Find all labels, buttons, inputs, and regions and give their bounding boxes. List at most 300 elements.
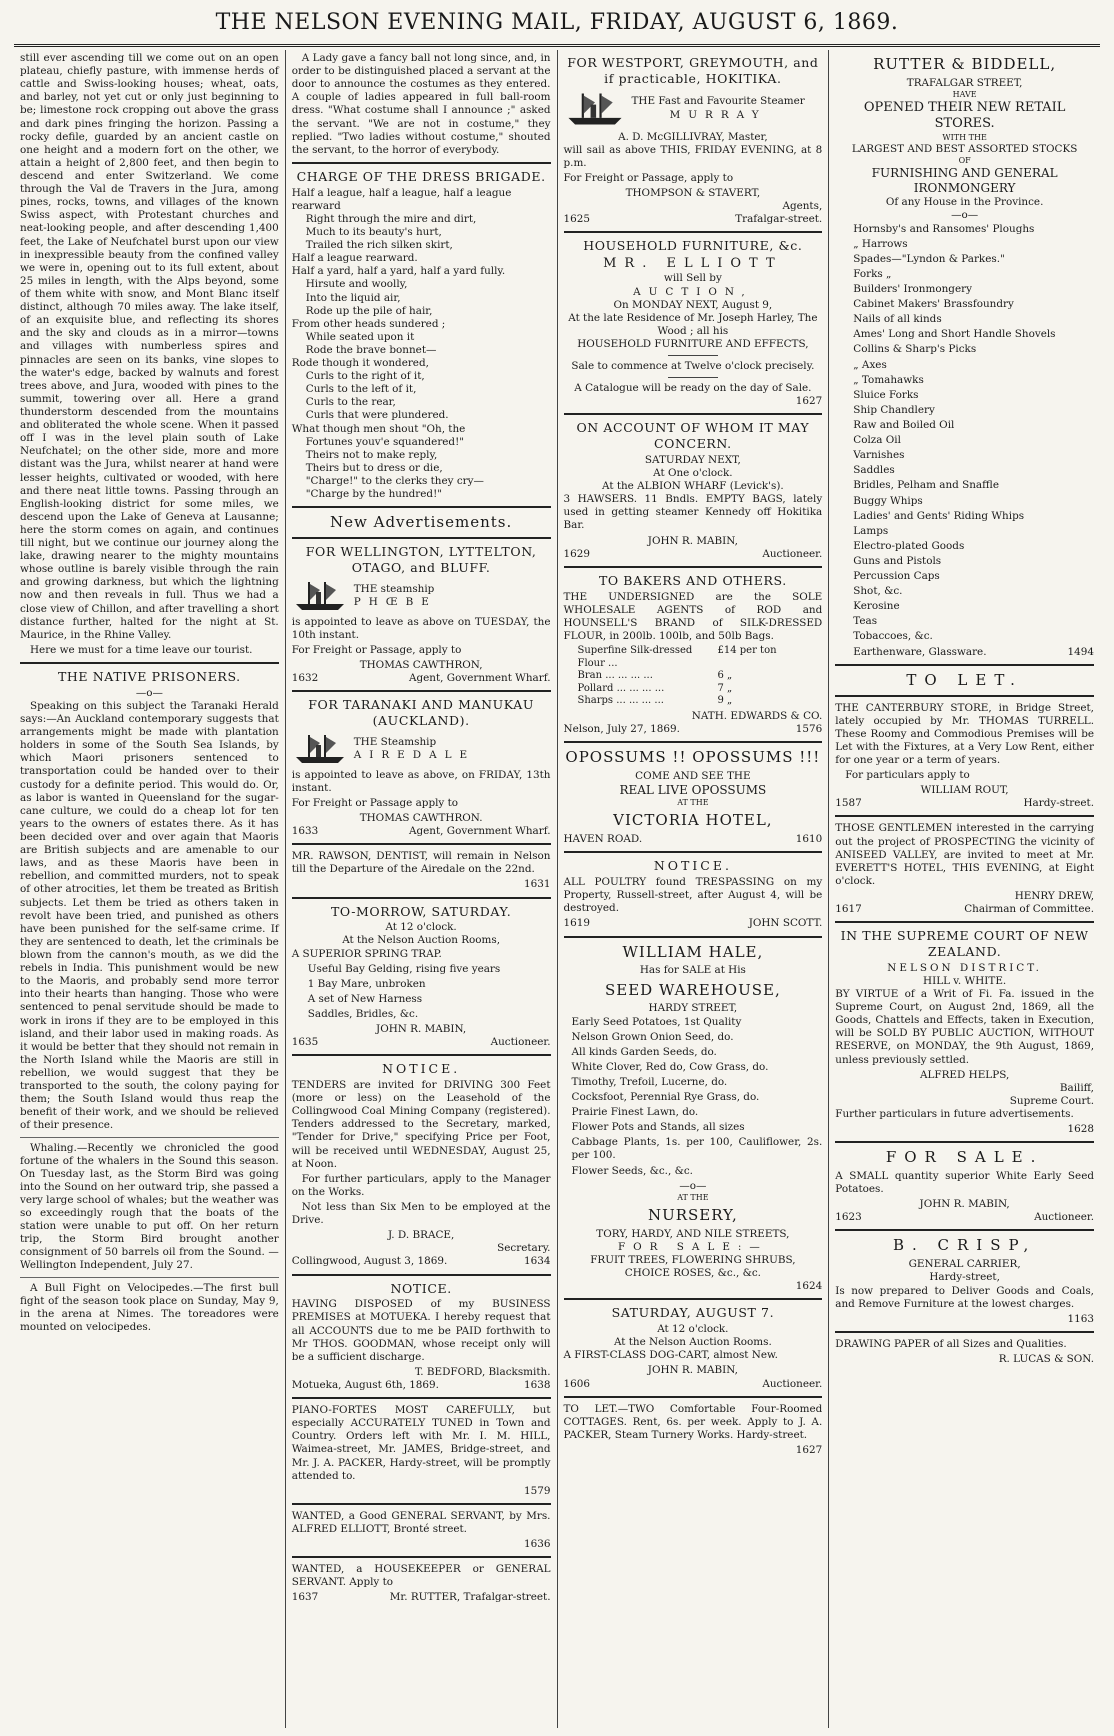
hale-streets: TORY, HARDY, AND NILE STREETS, <box>596 1227 790 1240</box>
divider <box>835 1141 1094 1143</box>
seed-item: Cabbage Plants, 1s. per 100, Cauliflower, 2s. per 100. <box>571 1136 823 1162</box>
divider <box>835 921 1094 923</box>
auctioneer-role: Auctioneer. <box>762 1377 823 1390</box>
ironmongery-item: Nails of all kinds <box>853 313 942 326</box>
divider <box>835 695 1094 697</box>
divider <box>292 537 551 539</box>
prisoners-mark: —o— <box>135 686 163 699</box>
ironmongery-item: Ship Chandlery <box>853 403 935 416</box>
taranaki-detail: is appointed to leave as above, on FRIDAY, 13th instant. <box>291 768 551 794</box>
agent-place: Agent, Government Wharf. <box>409 825 551 838</box>
ad-number: 1629 <box>563 547 590 560</box>
tender-notice-role: Secretary. <box>497 1242 551 1255</box>
seed-item: Flower Seeds, &c., &c. <box>571 1164 693 1177</box>
saturday-title: TO-MORROW, SATURDAY. <box>330 903 512 919</box>
rb-last-item: Earthenware, Glassware. <box>853 645 987 658</box>
hale-roses: CHOICE ROSES, &c., &c. <box>624 1267 761 1280</box>
furniture-place: At the late Residence of Mr. Joseph Harley, The Wood ; all his <box>568 311 818 337</box>
rb-have: HAVE <box>952 90 977 99</box>
steamship-icon <box>292 578 348 614</box>
hale-nursery: NURSERY, <box>647 1205 738 1224</box>
seed-items <box>564 1016 823 1178</box>
ad-number: 1638 <box>524 1378 551 1391</box>
notice-place: Collingwood, August 3, 1869. <box>291 1255 448 1268</box>
prospecting-sign: HENRY DREW, <box>1014 890 1094 903</box>
tolet-sign: WILLIAM ROUT, <box>920 784 1009 797</box>
ironmongery-item: Forks „ <box>853 267 892 280</box>
divider <box>20 662 279 664</box>
bakers-title: TO BAKERS AND OTHERS. <box>598 572 787 588</box>
ad-number: 1610 <box>795 833 823 846</box>
saturday-items <box>292 963 551 1021</box>
hale-street: HARDY STREET, <box>648 1002 738 1015</box>
court-further: Further particulars in future advertisements. <box>835 1107 1074 1120</box>
court-sign: ALFRED HELPS, <box>920 1068 1010 1081</box>
dentist-num: 1631 <box>524 878 551 891</box>
court-title: IN THE SUPREME COURT OF NEW ZEALAND. <box>840 928 1089 959</box>
westport-ship-row <box>564 89 823 129</box>
divider <box>292 1397 551 1399</box>
divider <box>564 1298 823 1300</box>
wellington-ship-row <box>292 578 551 614</box>
poem-line: While seated upon it <box>305 330 415 343</box>
auctioneer-role: Auctioneer. <box>762 547 823 560</box>
masthead: THE NELSON EVENING MAIL, FRIDAY, AUGUST 6, 1869. <box>14 10 1100 47</box>
business-notice-body: HAVING DISPOSED of my BUSINESS PREMISES at MOTUEKA. I hereby request that all ACCOUNTS due to me be PAID forthwith to Mr THOS. GOODMAN, whose receipt only will be a sufficient discharge. <box>291 1298 551 1363</box>
ironmongery-item: Cabinet Makers' Brassfoundry <box>853 298 1014 311</box>
westport-body: THE Fast and Favourite Steamer <box>631 95 805 108</box>
separator <box>668 377 718 378</box>
poem-line: Rode though it wondered, <box>291 357 429 370</box>
hale-sale: FOR SALE:— <box>617 1240 768 1253</box>
seed-item: All kinds Garden Seeds, do. <box>571 1045 717 1058</box>
whaling-article: Whaling.—Recently we chronicled the good fortune of the whalers in the Sound this season. On Tuesday last, as the Storm Bird was going into the Sound on her outward trip, she passed a very large school of whales; but the weather was so exceedingly rough that the boats of the station were unable to put off. On her return trip, the Storm Bird brought another consignment of 50 barrels oil from the Sound. — Wellington Independent, July 27. <box>20 1141 279 1272</box>
flour-price-table <box>578 645 823 708</box>
court-case: HILL v. WHITE. <box>923 974 1007 987</box>
bakers-body: THE UNDERSIGNED are the SOLE WHOLESALE AGENTS of ROD and HOUNSELL'S BRAND of SILK-DRESSED FLOUR, in 200lb. 100lb, and 50lb Bags. <box>563 590 823 642</box>
columns <box>14 50 1100 1728</box>
rb-street: TRAFALGAR STREET, <box>906 76 1023 89</box>
ironmongery-items <box>835 223 1094 644</box>
account-body: 3 HAWSERS. 11 Bndls. EMPTY BAGS, lately used in getting steamer Kennedy off Hokitika Bar. <box>563 493 823 532</box>
furniture-catalogue: A Catalogue will be ready on the day of Sale. <box>574 382 812 395</box>
rb-any: Of any House in the Province. <box>885 196 1044 209</box>
cart-body: A FIRST-CLASS DOG-CART, almost New. <box>563 1349 778 1362</box>
taranaki-ship-name: AIREDALE <box>353 748 476 761</box>
cart-title: SATURDAY, AUGUST 7. <box>611 1305 775 1321</box>
bakers-sign: NATH. EDWARDS & CO. <box>691 709 823 722</box>
divider <box>292 1054 551 1056</box>
piano-ad: PIANO-FORTES MOST CAREFULLY, but especially ACCURATELY TUNED in Town and Country. Orders left with Mr. I. M. HILL, Waimea-street, Mr. JAMES, Bridge-street, and Mr. J. A. PACKER, Hardy-street, will be promptly attended to. <box>291 1404 551 1482</box>
ironmongery-item: Teas <box>853 615 878 628</box>
divider <box>292 843 551 845</box>
saturday-lead: A SUPERIOR SPRING TRAP. <box>291 947 442 960</box>
ad-number: 1587 <box>835 797 862 810</box>
tender-notice-sign: J. D. BRACE, <box>387 1229 455 1242</box>
ad-number: 1634 <box>524 1255 551 1268</box>
sale-sign: JOHN R. MABIN, <box>919 1198 1010 1211</box>
sale-body: A SMALL quantity superior White Early Seed Potatoes. <box>835 1170 1094 1196</box>
wellington-body: THE steamship <box>353 582 435 595</box>
court-body: BY VIRTUE of a Writ of Fi. Fa. issued in the Supreme Court, on August 2nd, 1869, all the Goods, Chattels and Effects, taken in Execution, will be SOLD BY PUBLIC AUCTION, WITHOUT RESERVE, on MONDAY, the 9th August, 1869, unless previously settled. <box>835 987 1094 1066</box>
westport-agent: THOMPSON & STAVERT, <box>625 186 761 199</box>
divider <box>292 897 551 899</box>
ad-number: 1633 <box>291 825 319 838</box>
auctioneer-role: Auctioneer. <box>490 1036 551 1049</box>
divider <box>20 1137 279 1138</box>
ad-number: 1617 <box>835 903 862 916</box>
seed-item: Prairie Finest Lawn, do. <box>571 1106 699 1119</box>
hale-store: SEED WAREHOUSE, <box>605 980 781 999</box>
tolet-place: Hardy-street. <box>1023 797 1094 810</box>
account-day: SATURDAY NEXT, <box>644 453 741 466</box>
westport-detail: will sail as above THIS, FRIDAY EVENING, at 8 p.m. <box>563 143 823 169</box>
ironmongery-item: Varnishes <box>853 449 905 462</box>
divider <box>292 690 551 692</box>
prospecting-role: Chairman of Committee. <box>964 903 1094 916</box>
divider <box>564 231 823 233</box>
sale-title: FOR SALE. <box>885 1148 1044 1167</box>
cart-time: At 12 o'clock. <box>657 1323 729 1336</box>
account-auctioneer: JOHN R. MABIN, <box>647 534 738 547</box>
poem-line: Half a league, half a league, half a league rearward <box>291 186 512 212</box>
steamship-icon <box>564 89 626 129</box>
ironmongery-item: Ames' Long and Short Handle Shovels <box>853 328 1056 341</box>
hale-mark: —o— <box>679 1179 707 1192</box>
ironmongery-item: Colza Oil <box>853 434 901 447</box>
ironmongery-item: „ Axes <box>853 358 887 371</box>
divider <box>564 413 823 415</box>
ironmongery-item: Collins & Sharp's Picks <box>853 343 977 356</box>
ad-number: 1576 <box>795 723 823 736</box>
account-time: At One o'clock. <box>653 466 733 479</box>
account-place: At the ALBION WHARF (Levick's). <box>602 480 784 493</box>
rb-largest: LARGEST AND BEST ASSORTED STOCKS <box>851 142 1078 155</box>
poem-line: Curls to the rear, <box>305 396 396 409</box>
seed-item: White Clover, Red do, Cow Grass, do. <box>571 1060 769 1073</box>
opossum-come: COME AND SEE THE <box>635 770 751 783</box>
ironmongery-item: Buggy Whips <box>853 494 923 507</box>
flour-item: Superfine Silk-dressed Flour ... <box>577 644 693 669</box>
crisp-street: Hardy-street, <box>929 1271 1000 1284</box>
wellington-detail: is appointed to leave as above on TUESDAY, the 10th instant. <box>291 615 551 641</box>
poem-line: From other heads sundered ; <box>291 317 446 330</box>
auction-item: 1 Bay Mare, unbroken <box>307 977 426 990</box>
furniture-num: 1627 <box>795 395 823 408</box>
flour-price: £14 per ton <box>717 644 777 656</box>
ironmongery-item: Builders' Ironmongery <box>853 282 972 295</box>
tolet-apply: For particulars apply to <box>845 769 970 782</box>
bakers-place: Nelson, July 27, 1869. <box>563 723 680 736</box>
cottages-num: 1627 <box>795 1443 823 1456</box>
flour-price: 7 „ <box>717 682 733 694</box>
furniture-auction: AUCTION, <box>633 285 753 298</box>
flour-price: 6 „ <box>717 670 733 682</box>
westport-freight: For Freight or Passage, apply to <box>563 171 734 184</box>
agent-place: Agent, Government Wharf. <box>409 672 551 685</box>
furniture-date: On MONDAY NEXT, August 9, <box>613 298 773 311</box>
tolet-title: TO LET. <box>906 670 1023 689</box>
ad-number: 1623 <box>835 1211 862 1224</box>
furniture-start: Sale to commence at Twelve o'clock precisely. <box>571 360 815 373</box>
prisoners-title: THE NATIVE PRISONERS. <box>57 669 241 685</box>
auction-item: A set of New Harness <box>307 992 423 1005</box>
account-footer <box>564 548 823 561</box>
taranaki-agent: THOMAS CAWTHRON. <box>359 812 483 825</box>
ironmongery-item: Spades—"Lyndon & Parkes." <box>853 252 1005 265</box>
poem-line: Half a league rearward. <box>291 252 418 265</box>
seed-item: Flower Pots and Stands, all sizes <box>571 1121 745 1134</box>
saturday-time: At 12 o'clock. <box>385 921 457 934</box>
account-title: ON ACCOUNT OF WHOM IT MAY CONCERN. <box>576 420 810 452</box>
divider <box>292 1556 551 1558</box>
cart-auctioneer: JOHN R. MABIN, <box>647 1364 738 1377</box>
hale-num: 1624 <box>795 1280 823 1293</box>
wellington-ad-title: FOR WELLINGTON, LYTTELTON, OTAGO, and BLUFF. <box>305 544 537 575</box>
ad-number: 1606 <box>563 1377 590 1390</box>
opossum-real: REAL LIVE OPOSSUMS <box>619 783 767 798</box>
court-role: Bailiff, <box>1059 1081 1094 1094</box>
ironmongery-item: Bridles, Pelham and Snaffle <box>853 479 999 492</box>
saturday-footer <box>292 1036 551 1049</box>
divider <box>564 851 823 853</box>
ironmongery-item: Guns and Pistols <box>853 554 942 567</box>
poem <box>292 187 551 502</box>
ironmongery-item: Saddles <box>853 464 895 477</box>
poem-line: "Charge by the hundred!" <box>305 488 443 501</box>
wellington-agent: THOMAS CAWTHRON, <box>359 658 483 671</box>
divider <box>292 162 551 164</box>
divider <box>292 1274 551 1276</box>
business-notice-footer <box>292 1379 551 1392</box>
steamship-icon <box>292 731 348 767</box>
poultry-body: ALL POULTRY found TRESPASSING on my Property, Russell-street, after August 4, will be destroyed. <box>563 876 823 915</box>
notice-place: Motueka, August 6th, 1869. <box>291 1378 439 1391</box>
crisp-role: GENERAL CARRIER, <box>908 1258 1021 1271</box>
ironmongery-item: Ladies' and Gents' Riding Whips <box>853 509 1025 522</box>
travel-article-end: Here we must for a time leave our tourist. <box>30 643 253 656</box>
seed-item: Early Seed Potatoes, 1st Quality <box>571 1015 742 1028</box>
ironmongery-item: Sluice Forks <box>853 388 919 401</box>
wellington-ship-name: PHŒBE <box>353 595 437 608</box>
poultry-title: NOTICE. <box>653 858 732 874</box>
rb-furnishing: FURNISHING AND GENERAL <box>871 166 1058 181</box>
divider <box>564 741 823 743</box>
separator <box>668 355 718 356</box>
column-2 <box>286 50 558 1728</box>
rb-ironmongery: IRONMONGERY <box>913 181 1016 196</box>
furniture-title: HOUSEHOLD FURNITURE, &c. <box>583 238 803 254</box>
dentist-ad: MR. RAWSON, DENTIST, will remain in Nelson till the Departure of the Airedale on the 22nd. <box>291 850 551 876</box>
westport-master: A. D. McGILLIVRAY, Master, <box>618 130 768 143</box>
poem-line: Hirsute and woolly, <box>305 278 408 291</box>
piano-num: 1579 <box>524 1484 551 1497</box>
rb-title: RUTTER & BIDDELL, <box>873 55 1057 73</box>
ad-number: 1637 <box>291 1591 319 1604</box>
furniture-sell: will Sell by <box>663 272 722 285</box>
court-num: 1628 <box>1067 1123 1094 1136</box>
seed-item: Nelson Grown Onion Seed, do. <box>571 1030 734 1043</box>
poem-line: "Charge!" to the clerks they cry— <box>305 475 484 488</box>
auctioneer-role: Auctioneer. <box>1034 1211 1094 1224</box>
saturday-place: At the Nelson Auction Rooms, <box>342 934 501 947</box>
poem-line: What though men shout "Oh, the <box>291 422 466 435</box>
divider <box>564 936 823 938</box>
poultry-sign: JOHN SCOTT. <box>748 917 823 930</box>
drawing-paper-sign: R. LUCAS & SON. <box>998 1353 1094 1366</box>
tender-notice-title: NOTICE. <box>382 1061 461 1077</box>
divider <box>564 566 823 568</box>
opossum-footer <box>564 833 823 846</box>
cart-footer <box>564 1378 823 1391</box>
servant-ad-2: WANTED, a HOUSEKEEPER or GENERAL SERVANT. Apply to <box>291 1563 551 1589</box>
poem-line: Much to its beauty's hurt, <box>305 225 442 238</box>
ad-number: 1632 <box>291 672 319 685</box>
divider <box>20 1277 279 1278</box>
opossum-at: AT THE <box>677 798 709 808</box>
taranaki-ad-title: FOR TARANAKI AND MANUKAU (AUCKLAND). <box>308 697 534 728</box>
westport-role: Agents, <box>782 200 823 213</box>
cottages-ad: TO LET.—TWO Comfortable Four-Roomed COTTAGES. Rent, 6s. per week. Apply to J. A. PACKER, Steam Turnery Works. Hardy-street. <box>563 1402 823 1441</box>
flour-price-row <box>578 683 823 696</box>
crisp-num: 1163 <box>1067 1312 1094 1325</box>
flour-item: Bran ... ... ... ... <box>577 670 653 682</box>
saturday-auctioneer: JOHN R. MABIN, <box>376 1023 467 1036</box>
prospecting-notice: THOSE GENTLEMEN interested in the carrying out the project of PROSPECTING the vicinity of ANISEED VALLEY, are invited to meet at Mr. EVERETT'S HOTEL, THIS EVENING, at Eight o'clock. <box>835 822 1094 887</box>
seed-item: Timothy, Trefoil, Lucerne, do. <box>571 1075 728 1088</box>
prospecting-footer <box>835 903 1094 916</box>
poem-title: CHARGE OF THE DRESS BRIGADE. <box>296 168 546 184</box>
prisoners-article: Speaking on this subject the Taranaki Herald says:—An Auckland contemporary suggests that arrangements might be made with plantation holders in some of the South Sea Islands, by which Maori prisoners sentenced to transportation could be handed over to their custody for a definite period. This would do. Or, as labor is wanted in Queensland for the sugar-cane culture, we could do a cheap lot for ten years to the owners of estates there. As it has been decided over and over again that Maoris are British subjects and are amenable to our laws, and as these Maoris have been in rebellion, and committed murders, not to speak of other atrocities, let them be treated as British subjects. Let them be tried as others taken in revolt have been tried, and punished as others have been punished for the self-same crime. If they are sentenced to death, let the criminals be blown from the cannon's mouth, as we did the rebels in India. This punishment would be new to the Maoris, and probably send more terror into their hearts than hanging. Those who were sentenced to penal servitude should be made to work in irons if they are to be employed in this island, and their labor used in making roads. As it would be better that they should not remain in the North Island while the Maoris are still in rebellion, we would suggest that they be transported to the south, the colony paying for them; the South Island would thus reap the benefit of their work, and we should be relieved of their presence. <box>20 699 279 1132</box>
divider <box>835 815 1094 817</box>
seed-item: Cocksfoot, Perennial Rye Grass, do. <box>571 1091 760 1104</box>
poem-line: Theirs but to dress or die, <box>305 461 443 474</box>
westport-footer <box>564 213 823 226</box>
flour-price-row <box>578 695 823 708</box>
flour-price-row <box>578 645 823 670</box>
column-3 <box>558 50 830 1728</box>
westport-ship-name: MURRAY <box>669 108 767 121</box>
servant-ad-1-num: 1636 <box>524 1538 551 1551</box>
servant-ad-2-sign: Mr. RUTTER, Trafalgar-street. <box>389 1591 551 1604</box>
tender-notice-footer <box>292 1255 551 1268</box>
auction-item: Saddles, Bridles, &c. <box>307 1007 419 1020</box>
divider <box>835 1229 1094 1231</box>
taranaki-freight: For Freight or Passage apply to <box>291 796 459 809</box>
tolet-footer <box>835 797 1094 810</box>
opossum-road: HAVEN ROAD. <box>563 833 643 846</box>
poem-line: Curls to the left of it, <box>305 383 417 396</box>
flour-item: Sharps ... ... ... ... <box>577 695 664 707</box>
poem-line: Curls to the right of it, <box>305 370 425 383</box>
tender-notice-further: For further particulars, apply to the Manager on the Works. <box>291 1172 551 1198</box>
ironmongery-item: Raw and Boiled Oil <box>853 418 955 431</box>
servant-ad-1: WANTED, a Good GENERAL SERVANT, by Mrs. ALFRED ELLIOTT, Bronté street. <box>291 1509 551 1535</box>
poem-line: Rode up the pile of hair, <box>305 304 433 317</box>
hale-name: WILLIAM HALE, <box>622 942 764 961</box>
divider <box>292 1503 551 1505</box>
poultry-footer <box>564 917 823 930</box>
divider <box>835 1331 1094 1333</box>
furniture-goods: HOUSEHOLD FURNITURE AND EFFECTS, <box>577 337 809 350</box>
flour-price-row <box>578 670 823 683</box>
sale-footer <box>835 1211 1094 1224</box>
column-4 <box>829 50 1100 1728</box>
divider <box>564 1396 823 1398</box>
ironmongery-item: Lamps <box>853 524 889 537</box>
tender-notice-men: Not less than Six Men to be employed at the Drive. <box>291 1201 551 1227</box>
taranaki-footer <box>292 825 551 838</box>
rb-with: WITH THE <box>942 132 987 142</box>
poem-line: Trailed the rich silken skirt, <box>305 239 453 252</box>
poem-line: Fortunes youv'e squandered!" <box>305 435 465 448</box>
servant-ad-2-footer <box>292 1591 551 1604</box>
ironmongery-item: „ Harrows <box>853 237 908 250</box>
westport-ad-title: FOR WESTPORT, GREYMOUTH, and if practicable, HOKITIKA. <box>567 55 819 86</box>
poem-line: Into the liquid air, <box>305 291 401 304</box>
bullfight-article: A Bull Fight on Velocipedes.—The first bull fight of the season took place on Sunday, May 9, in the arena at Nimes. The toreadores were mounted on velocipedes. <box>20 1281 279 1333</box>
drawing-paper-ad: DRAWING PAPER of all Sizes and Qualities. <box>835 1337 1067 1350</box>
poem-line: Right through the mire and dirt, <box>305 212 477 225</box>
rb-mark: —o— <box>951 209 979 222</box>
tolet-body: THE CANTERBURY STORE, in Bridge Street, lately occupied by Mr. THOMAS TURRELL. These Roomy and Commodious Premises will be Let with the Fixtures, at a Very Low Rent, either for one year or a term of years. <box>835 701 1094 767</box>
wellington-footer <box>292 672 551 685</box>
bakers-footer <box>564 723 823 736</box>
flour-item: Pollard ... ... ... ... <box>577 682 665 694</box>
travel-article: still ever ascending till we come out on an open plateau, chiefly pasture, with immense herds of cattle and Swiss-looking houses; wheat, oats, and barley, not yet cut or only just beginning to be; limestone rock cropping out above the grass and dark pines fringing the horizon. Passing a rocky defile, guarded by an ancient castle on one height and a modern fort on the other, we attain a height of 2,800 feet, and then begin to descend and enter Switzerland. We come through the Val de Travers in the Jura, among pines, rocks, towns, and villages of the known Swiss aspect, with Protestant churches and neat-looking people, and after descending 1,400 feet, the Lake of Neufchatel burst upon our view in inexpressible beauty from the confined valley we were in, opening out to its full extent, about 25 miles in length, with the Alps beyond, some of them white with snow, and Mont Blanc itself distinct, although 70 miles away. The lake itself, of an exquisite blue, and reflecting its shores and the sky and clouds as in a mirror—towns and villages with numberless spires and pinnacles are seen on its banks, vine slopes to the water's edge, backed by walnuts and forest trees above, and Jura, wooded with pines to the summit, towering over all. Here a grand thunderstorm descended from the mountains and obliterated the whole scene. When it passed off I was in the level plain south of Lake Neufchatel; on the other side, more and more distant was the Jura, whilst nearer at hand were lesser heights, cultivated or wooded, with here and there neat little towns. Passing through an English-looking district for some miles, we descend upon the Lake of Geneva at Lausanne; here the storm comes on again, and continues till night, but we continue our journey along the lake, drawing nearer to the mighty mountains whose outline is barely visible through the rain and growing darkness, but which the lightning now and then reveals in full. Thus we had a close view of Chillon, and after travelling a short distance further, halted for the night at St. Maurice, in the Rhine Valley. <box>20 52 279 641</box>
poem-line: Rode the brave bonnet— <box>305 343 437 356</box>
ad-number: 1635 <box>291 1036 319 1049</box>
divider <box>292 506 551 508</box>
crisp-name: B. CRISP, <box>892 1236 1037 1255</box>
ironmongery-item: Electro-plated Goods <box>853 539 965 552</box>
crisp-body: Is now prepared to Deliver Goods and Coals, and Remove Furniture at the lowest charges. <box>835 1284 1094 1310</box>
taranaki-ship-row <box>292 731 551 767</box>
opossum-hotel: VICTORIA HOTEL, <box>613 811 773 830</box>
tender-notice-body: TENDERS are invited for DRIVING 300 Feet (more or less) on the Leasehold of the Collingwood Coal Mining Company (registered). Tenders addressed to the Secretary, marked, "Tender for Drive," specifying Price per Foot, will be received until WEDNESDAY, August 25, at Noon. <box>291 1079 551 1170</box>
column-1 <box>14 50 286 1728</box>
ironmongery-item: Kerosine <box>853 600 900 613</box>
opossum-title: OPOSSUMS !! OPOSSUMS !!! <box>565 748 821 767</box>
hale-has: Has for SALE at His <box>639 964 746 977</box>
taranaki-body: THE Steamship <box>353 735 437 748</box>
rb-of: OF <box>958 156 971 166</box>
business-notice-sign: T. BEDFORD, Blacksmith. <box>414 1365 551 1378</box>
hale-trees: FRUIT TREES, FLOWERING SHRUBS, <box>590 1254 796 1266</box>
poem-line: Curls that were plundered. <box>305 409 449 422</box>
furniture-auctioneer-name: MR. ELLIOTT <box>603 256 783 272</box>
ironmongery-item: Tobaccoes, &c. <box>853 630 933 643</box>
wellington-freight: For Freight or Passage, apply to <box>291 643 462 656</box>
rb-opened: OPENED THEIR NEW RETAIL STORES. <box>863 100 1066 132</box>
business-notice-title: NOTICE. <box>390 1280 452 1296</box>
ironmongery-item: Percussion Caps <box>853 570 940 583</box>
new-advertisements-heading: New Advertisements. <box>330 513 513 532</box>
poem-line: Half a yard, half a yard, half a yard fully. <box>291 265 506 278</box>
fancy-ball-anecdote: A Lady gave a fancy ball not long since, and, in order to be distinguished placed a servant at the door to announce the costumes as they entered. A couple of ladies appeared in full ball-room dress. "What costume shall I announce ;" asked the servant. "We are not in costume," they replied. "Two ladies without costume," shouted the servant, to the horror of everybody. <box>291 52 551 156</box>
auction-item: Useful Bay Gelding, rising five years <box>307 962 501 975</box>
ad-number: 1494 <box>1067 645 1094 658</box>
ad-number: 1625 <box>563 213 590 226</box>
hale-at: AT THE <box>677 1192 709 1202</box>
rb-footer <box>835 646 1094 659</box>
ironmongery-item: Shot, &c. <box>853 585 903 598</box>
agent-place: Trafalgar-street. <box>735 213 823 226</box>
divider <box>835 664 1094 666</box>
ironmongery-item: „ Tomahawks <box>853 373 924 386</box>
ad-number: 1619 <box>563 917 590 930</box>
court-role-2: Supreme Court. <box>1009 1094 1094 1107</box>
